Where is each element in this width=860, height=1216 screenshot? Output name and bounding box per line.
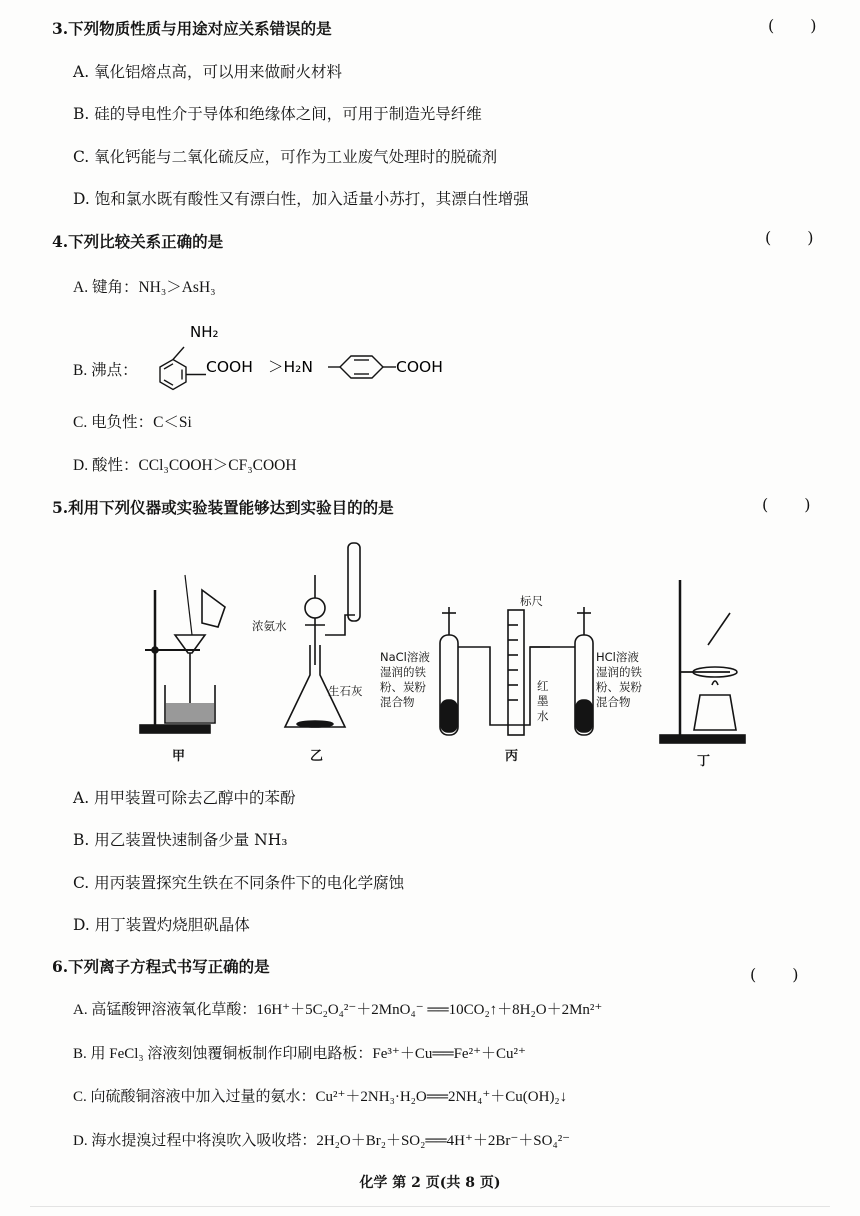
- q6-stem: 6.下列离子方程式书写正确的是: [52, 957, 270, 976]
- q5-answer-paren: [762, 495, 811, 514]
- q5-option-b: B. 用乙装置快速制备少量 NH₃: [73, 831, 288, 849]
- label-quicklime: 生石灰: [328, 684, 363, 698]
- paren-open: (: [750, 965, 757, 984]
- label-hcl-2: 湿润的铁: [596, 665, 642, 679]
- label-yi: 乙: [310, 749, 324, 764]
- ruler: [508, 610, 524, 735]
- q5-stem: 5.利用下列仪器或实验装置能够达到实验目的的是: [52, 498, 394, 517]
- label-ruler: 标尺: [520, 594, 543, 608]
- label-ammonia: 浓氨水: [252, 619, 287, 633]
- paren-close: ): [810, 16, 817, 35]
- label-hcl-1: HCl溶液: [596, 650, 639, 664]
- q6-option-a: A. 高锰酸钾溶液氧化草酸：16H⁺＋5C₂O₄²⁻＋2MnO₄⁻ ══10CO₂↑＋8H₂O＋2Mn²⁺: [73, 1002, 603, 1018]
- gt-h2n-label: ＞H₂N: [268, 358, 313, 376]
- stirring-rod: [708, 613, 730, 645]
- q3-stem: 3.下列物质性质与用途对应关系错误的是: [52, 19, 332, 38]
- apparatus-ding: [660, 580, 745, 743]
- q4-option-a: A. 键角：NH₃＞AsH₃: [73, 279, 216, 296]
- separatory-funnel: [305, 598, 325, 618]
- label-nacl-4: 混合物: [380, 695, 415, 709]
- q4-option-b-structures: [140, 312, 470, 392]
- q6-option-d: D. 海水提溴过程中将溴吹入吸收塔：2H₂O＋Br₂＋SO₂══4H⁺＋2Br⁻＋SO₄²⁻: [73, 1133, 571, 1149]
- paren-open: (: [762, 495, 769, 514]
- page-footer: 化学 第 2 页(共 8 页): [359, 1175, 501, 1191]
- q3-option-d: D. 饱和氯水既有酸性又有漂白性，加入适量小苏打，其漂白性增强: [73, 190, 529, 208]
- q6-option-b: B. 用 FeCl₃ 溶液刻蚀覆铜板制作印刷电路板：Fe³⁺＋Cu══Fe²⁺＋Cu²⁺: [73, 1046, 526, 1062]
- paren-open: (: [765, 228, 772, 247]
- q4-option-b-prefix: B. 沸点：: [73, 362, 138, 379]
- q6-answer-paren: [750, 965, 799, 984]
- nh2-bond: [173, 347, 184, 360]
- label-nacl-2: 湿润的铁: [380, 665, 426, 679]
- q4-option-c: C. 电负性：C＜Si: [73, 414, 192, 431]
- cooh-label-2: COOH: [396, 358, 443, 376]
- label-nacl-1: NaCl溶液: [380, 650, 430, 664]
- paren-close: ): [807, 228, 814, 247]
- q5-option-d: D. 用丁装置灼烧胆矾晶体: [73, 916, 250, 934]
- label-ink-2: 墨: [537, 694, 549, 708]
- apparatus-bing: [440, 607, 593, 735]
- q3-answer-paren: [768, 16, 817, 35]
- nh2-label: NH₂: [190, 323, 219, 341]
- benzene-ring-2-hex: [340, 356, 383, 378]
- apparatus-jia: [140, 575, 225, 733]
- q5-apparatus-figure: [130, 535, 760, 775]
- pouring-beaker: [202, 590, 225, 627]
- label-hcl-4: 混合物: [596, 695, 631, 709]
- q4-answer-paren: [765, 228, 814, 247]
- label-jia: 甲: [172, 749, 186, 764]
- q3-option-a: A. 氧化铝熔点高，可以用来做耐火材料: [73, 63, 343, 81]
- bottom-divider: [30, 1206, 830, 1207]
- q3-option-c: C. 氧化钙能与二氧化硫反应，可作为工业废气处理时的脱硫剂: [73, 148, 498, 166]
- label-ink-1: 红: [537, 679, 549, 693]
- q3-option-b: B. 硅的导电性介于导体和绝缘体之间，可用于制造光导纤维: [73, 105, 482, 123]
- anthranilic-acid-structure: [160, 347, 206, 390]
- q4-stem: 4.下列比较关系正确的是: [52, 232, 224, 251]
- alcohol-lamp: [694, 695, 736, 730]
- paren-open: (: [768, 16, 775, 35]
- glass-rod: [185, 575, 192, 635]
- label-nacl-3: 粉、炭粉: [380, 680, 426, 694]
- paren-close: ): [804, 495, 811, 514]
- drying-tube: [348, 543, 360, 621]
- label-bing: 丙: [505, 749, 519, 764]
- label-ding: 丁: [697, 754, 711, 769]
- apparatus-yi: [285, 543, 360, 727]
- q6-option-c: C. 向硫酸铜溶液中加入过量的氨水：Cu²⁺＋2NH₃·H₂O══2NH₄⁺＋Cu(OH)₂↓: [73, 1089, 568, 1105]
- cooh-label-1: COOH: [206, 358, 253, 376]
- q4-option-d: D. 酸性：CCl₃COOH＞CF₃COOH: [73, 457, 297, 474]
- label-hcl-3: 粉、炭粉: [596, 680, 642, 694]
- paren-close: ): [792, 965, 799, 984]
- para-aminobenzoic-acid-structure: [328, 356, 396, 378]
- label-ink-3: 水: [537, 709, 549, 723]
- q5-option-a: A. 用甲装置可除去乙醇中的苯酚: [73, 789, 296, 807]
- q5-option-c: C. 用丙装置探究生铁在不同条件下的电化学腐蚀: [73, 874, 405, 892]
